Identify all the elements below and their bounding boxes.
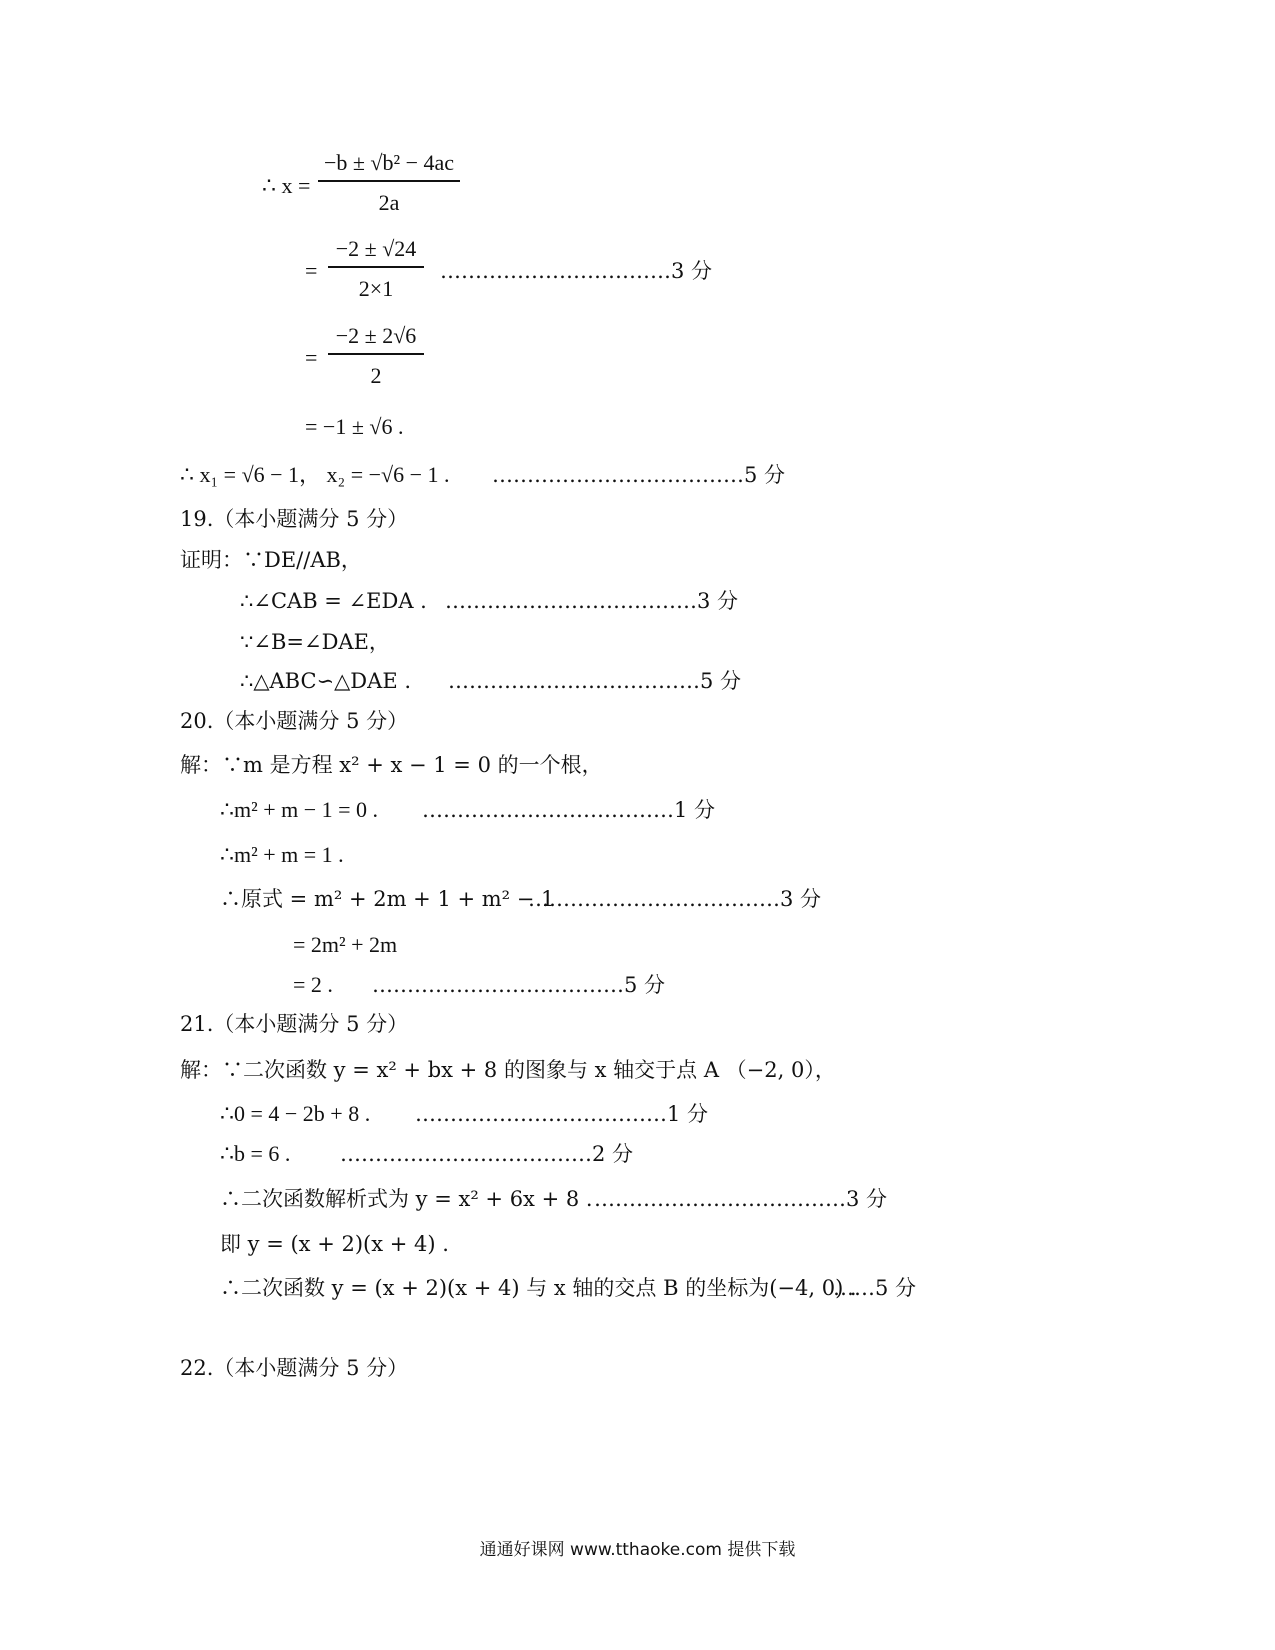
problem-22-heading: 22.（本小题满分 5 分）: [180, 1356, 409, 1380]
problem-19-line: 证明：∵DE//AB，: [180, 548, 362, 572]
problem-20-line: = 2m² + 2m: [293, 932, 398, 957]
fraction-numerator: −b ± √b² − 4ac: [318, 150, 460, 182]
score-marker: ………………………………1 分: [422, 798, 716, 822]
problem-20-line: ∴m² + m − 1 = 0 .: [220, 797, 379, 822]
problem-21-line: ∴0 = 4 − 2b + 8 .: [220, 1101, 371, 1126]
problem-20-line: 解：∵m 是方程 x² + x − 1 = 0 的一个根，: [180, 753, 603, 777]
equals-sign: =: [305, 345, 318, 370]
page-footer: 通通好课网 www.tthaoke.com 提供下载: [479, 1540, 796, 1560]
problem-19-line: ∴△ABC∽△DAE .: [240, 669, 411, 693]
score-marker: ………………………………3 分: [445, 589, 739, 613]
score-marker: ………………………………3 分: [528, 887, 822, 911]
score-marker: ………………………………2 分: [340, 1142, 634, 1166]
problem-21-line: 即 y = (x + 2)(x + 4) .: [220, 1232, 449, 1256]
problem-20-line: ∴原式 = m² + 2m + 1 + m² − 1: [220, 887, 555, 911]
score-marker: ………………………………5 分: [492, 463, 786, 487]
fraction-numerator: −2 ± √24: [328, 236, 424, 268]
problem-21-line: 解：∵二次函数 y = x² + bx + 8 的图象与 x 轴交于点 A （−2, 0），: [180, 1058, 836, 1082]
problem-20-line: ∴m² + m = 1 .: [220, 842, 344, 867]
score-marker: ………………………………5 分: [448, 669, 742, 693]
equals-sign: =: [305, 258, 318, 283]
fraction-denominator: 2: [370, 363, 382, 388]
problem-19-line: ∵∠B=∠DAE，: [240, 630, 390, 654]
problem-19-heading: 19.（本小题满分 5 分）: [180, 507, 409, 531]
problem-21-line: ∴b = 6 .: [220, 1141, 291, 1166]
problem-20-heading: 20.（本小题满分 5 分）: [180, 709, 409, 733]
score-marker: ………………………………3 分: [594, 1187, 888, 1211]
quadratic-formula-fraction: [318, 150, 460, 216]
score-marker: ………………………………5 分: [372, 973, 666, 997]
score-marker: ……5 分: [833, 1276, 917, 1300]
score-marker: ………………………………1 分: [415, 1102, 709, 1126]
problem-21-line: ∴二次函数解析式为 y = x² + 6x + 8 .: [220, 1187, 593, 1211]
step3-fraction: [328, 323, 424, 389]
step4-line: = −1 ± √6 .: [305, 414, 404, 439]
step2-fraction: [328, 236, 424, 302]
roots-line: ∴ x₁ = √6 − 1， x₂ = −√6 − 1 .: [180, 462, 450, 487]
problem-20-line: = 2 .: [293, 972, 333, 997]
fraction-numerator: −2 ± 2√6: [328, 323, 424, 355]
formula-lead: ∴ x =: [262, 173, 311, 198]
problem-21-heading: 21.（本小题满分 5 分）: [180, 1012, 409, 1036]
problem-19-line: ∴∠CAB = ∠EDA .: [240, 589, 427, 613]
fraction-denominator: 2×1: [358, 276, 394, 301]
fraction-denominator: 2a: [378, 190, 400, 215]
score-marker: ……………………………3 分: [440, 259, 713, 283]
problem-21-line: ∴二次函数 y = (x + 2)(x + 4) 与 x 轴的交点 B 的坐标为(−4, 0) .: [220, 1276, 857, 1300]
